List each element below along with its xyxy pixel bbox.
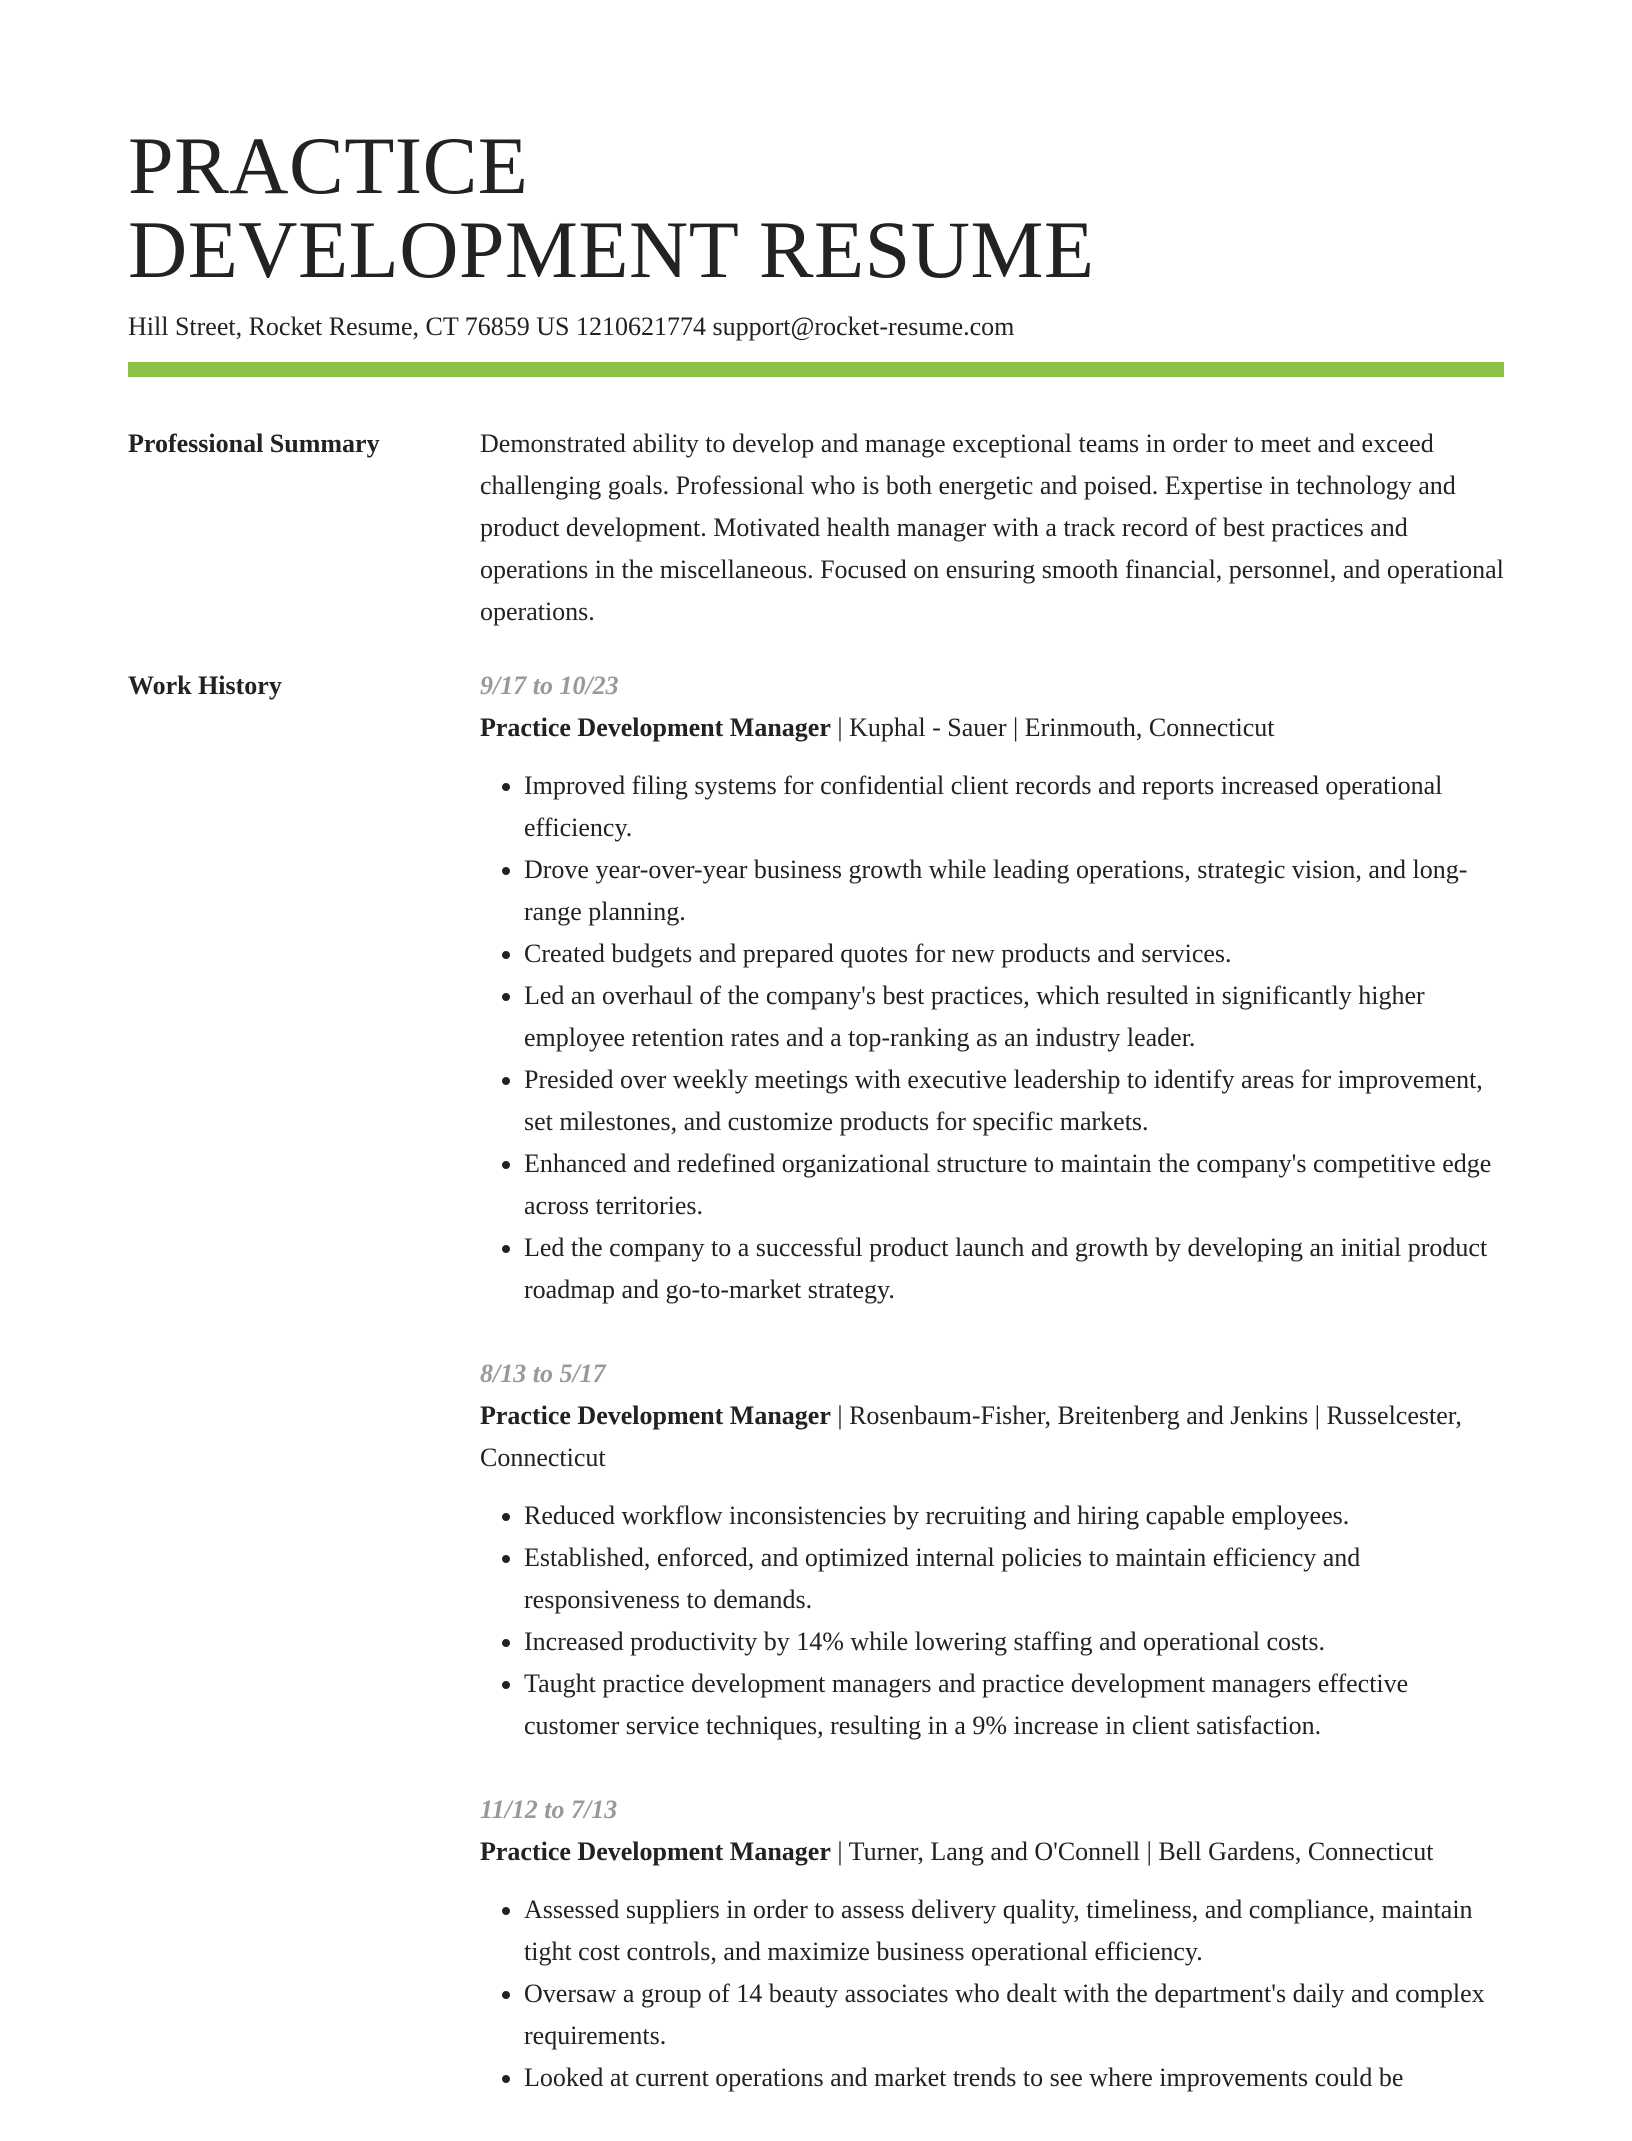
job-bullet: • Assessed suppliers in order to assess delivery quality, timeliness, and compliance, maintain tight cost controls, and maximize business operational efficiency. [524,1889,1504,1973]
section-label-summary: Professional Summary [128,429,380,458]
job-heading [480,1831,1504,1873]
job-bullet: • Oversaw a group of 14 beauty associates who dealt with the department's daily and complex requirements. [524,1973,1504,2057]
job-bullet: • Increased productivity by 14% while lowering staffing and operational costs. [524,1621,1504,1663]
job-heading [480,707,1504,749]
job-dates: 11/12 to 7/13 [480,1795,618,1824]
resume-title [128,0,1504,295]
job-employer-location: | Rosenbaum-Fisher, Breitenberg and Jenkins | Russelcester, Connecticut [480,1401,1462,1472]
work-history-section [128,665,1504,2141]
job-bullet: • Presided over weekly meetings with executive leadership to identify areas for improvement, set milestones, and customize products for specific markets. [524,1059,1504,1143]
job-entry [480,665,1504,1311]
section-label-work: Work History [128,671,282,700]
job-bullet: • Drove year-over-year business growth while leading operations, strategic vision, and long-range planning. [524,849,1504,933]
job-title: Practice Development Manager [480,713,831,742]
job-bullet: • Enhanced and redefined organizational structure to maintain the company's competitive edge across territories. [524,1143,1504,1227]
job-bullets [480,1889,1504,2099]
accent-divider [128,362,1504,377]
summary-body [480,423,1504,633]
job-bullets [480,765,1504,1311]
job-bullet: • Established, enforced, and optimized internal policies to maintain efficiency and responsiveness to demands. [524,1537,1504,1621]
job-bullets [480,1495,1504,1747]
job-bullet: • Looked at current operations and market trends to see where improvements could be [524,2057,1504,2099]
job-dates: 9/17 to 10/23 [480,671,619,700]
summary-text: Demonstrated ability to develop and manage exceptional teams in order to meet and exceed challenging goals. Professional who is both energetic and poised. Expertise in technology and product development. Motivated health manager with a track record of best practices and operations in the miscellaneous. Focused on ensuring smooth financial, personnel, and operational operations. [480,429,1504,626]
job-entry [480,1789,1504,2099]
job-entry [480,1353,1504,1747]
job-heading [480,1395,1504,1479]
work-history-body [480,665,1504,2141]
job-bullet: • Led an overhaul of the company's best practices, which resulted in significantly higher employee retention rates and a top-ranking as an industry leader. [524,975,1504,1059]
job-title: Practice Development Manager [480,1401,831,1430]
job-bullet: • Taught practice development managers and practice development managers effective customer service techniques, resulting in a 9% increase in client satisfaction. [524,1663,1504,1747]
contact-info: Hill Street, Rocket Resume, CT 76859 US 1210621774 support@rocket-resume.com [128,312,1015,341]
job-bullet: • Improved filing systems for confidential client records and reports increased operational efficiency. [524,765,1504,849]
job-employer-location: | Kuphal - Sauer | Erinmouth, Connecticut [830,713,1275,742]
job-bullet: • Created budgets and prepared quotes for new products and services. [524,933,1504,975]
resume-page [128,0,1504,2141]
title-line-1: PRACTICE [128,120,529,211]
job-employer-location: | Turner, Lang and O'Connell | Bell Gardens, Connecticut [830,1837,1434,1866]
job-dates: 8/13 to 5/17 [480,1359,606,1388]
job-title: Practice Development Manager [480,1837,831,1866]
professional-summary-section [128,423,1504,633]
title-line-2: DEVELOPMENT RESUME [128,204,1095,295]
job-bullet: • Led the company to a successful product launch and growth by developing an initial product roadmap and go-to-market strategy. [524,1227,1504,1311]
job-bullet: • Reduced workflow inconsistencies by recruiting and hiring capable employees. [524,1495,1504,1537]
